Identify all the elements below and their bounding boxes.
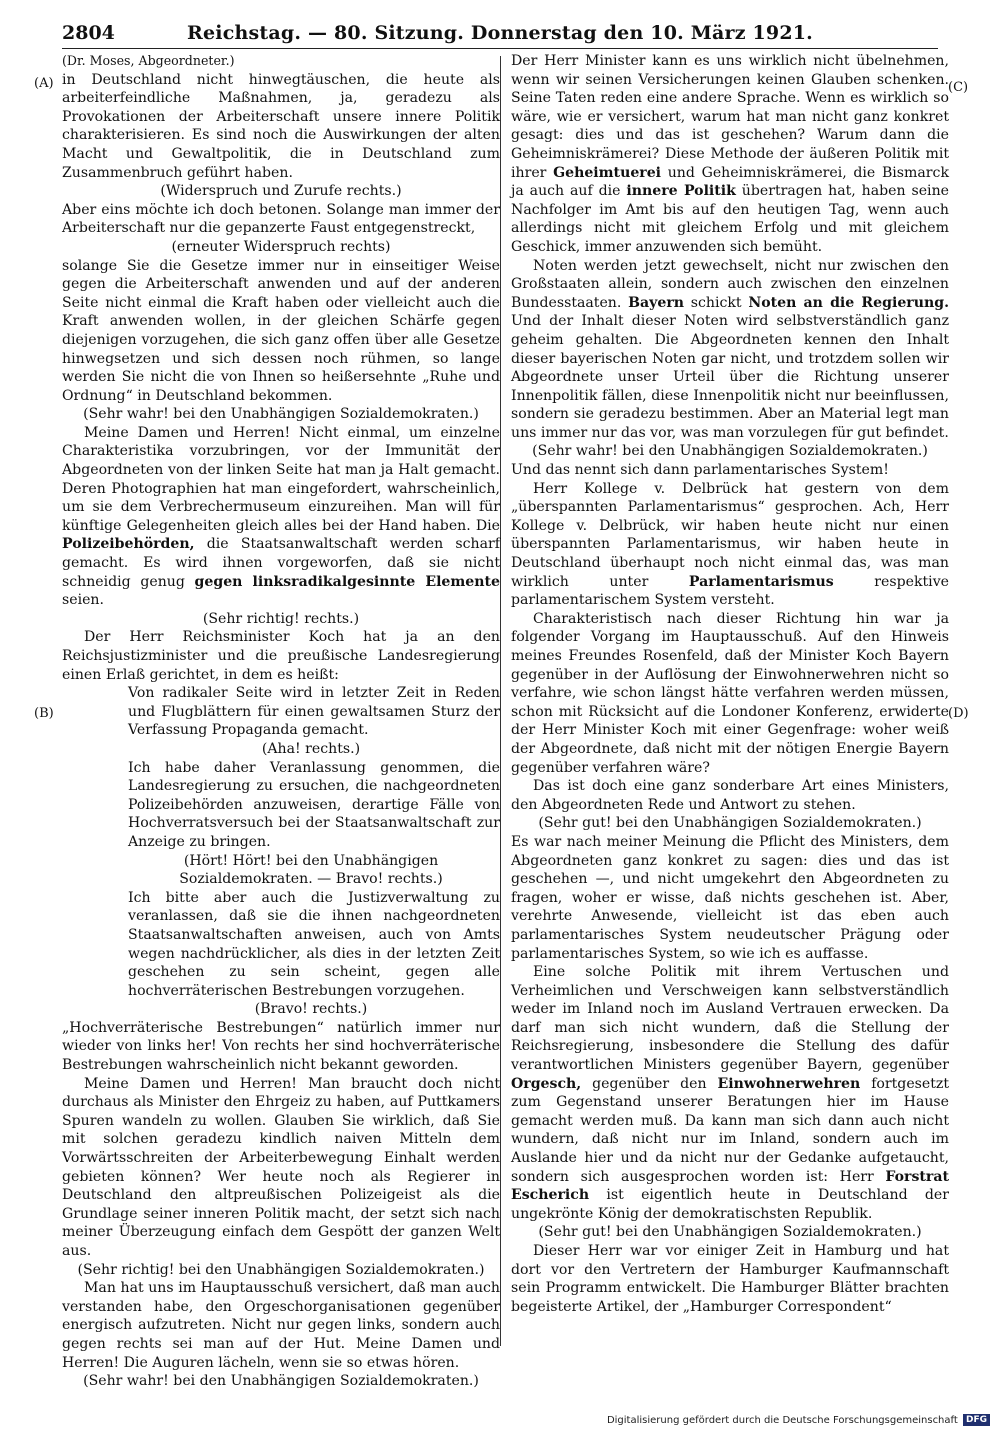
left-column (62, 52, 500, 1390)
margin-marker-a: (A) (34, 76, 54, 91)
paragraph: Der Herr Minister kann es uns wirklich nicht übelnehmen, wenn wir seinen Versicherungen keinen Glauben schenken. Seine Taten reden eine andere Sprache. Wenn es wirklich so wäre, wie er versichert, warum hat man nicht ganz konkret gesagt: dies und das ist geschehen? Warum dann die Geheimniskrämerei? Diese Methode der äußeren Politik mit ihrer Geheimtuerei und Geheimniskrämerei, die Bismarck ja auch auf die innere Politik übertragen hat, haben seine Nachfolger im Amt bis auf den heutigen Tag, wenn auch allerdings nicht mit gleichem Erfolg und mit gleichem Geschick, immer anzuwenden sich bemüht. (511, 53, 949, 255)
paragraph: Der Herr Reichsminister Koch hat ja an den Reichsjustizminister und die preußische Landesregierung einen Erlaß gerichtet, in dem es heißt: (62, 629, 500, 683)
paragraph: Es war nach meiner Meinung die Pflicht des Ministers, dem Abgeordneten ganz konkret zu sagen: dies und das ist geschehen —, und nicht umgekehrt den Abgeordneten zu fragen, woher er wisse, daß nichts geschehen ist. Aber, verehrte Anwesende, vielleicht ist das eben auch parlamentarisches System neudeutscher Prägung oder parlamentarisches System, so wie ich es auffasse. (511, 833, 949, 962)
paragraph: in Deutschland nicht hinwegtäuschen, die heute als arbeiterfeindliche Maßnahmen, ja, geradezu als Provokationen der Arbeiterschaft unsere innere Politik charakterisieren. Es sind noch die Auswirkungen der alten Macht und Gewaltpolitik, die in Deutschland zum Zusammenbruch geführt haben. (62, 71, 500, 181)
paragraph: Das ist doch eine ganz sonderbare Art eines Ministers, den Abgeordneten Rede und Antwort zu stehen. (511, 778, 949, 813)
paragraph: Man hat uns im Hauptausschuß versichert, daß man auch verstanden habe, den Orgeschorganisationen gegenüber energisch aufzutreten. Nicht nur gegen links, sondern auch gegen rechts sei man auf der Hut. Meine Damen und Herren! Die Auguren lächeln, wenn sie so etwas hören. (62, 1280, 500, 1371)
paragraph: solange Sie die Gesetze immer nur in einseitiger Weise gegen die Arbeiterschaft anwenden und auf der anderen Seite nicht einmal die Kraft haben oder vielleicht auch die Kraft anwenden wollen, in der gleichen Schärfe gegen diejenigen vorzugehen, die sich ganz offen über alle Gesetze hinwegsetzen und sich dessen noch rühmen, so lange werden Sie nicht die von Ihnen so heißersehnte „Ruhe und Ordnung“ in Deutschland bekommen. (62, 257, 500, 404)
page-number: 2804 (62, 22, 115, 44)
emphasis: Geheimtuerei (553, 164, 662, 181)
margin-marker-b: (B) (34, 706, 54, 721)
interjection: (Sehr wahr! bei den Unabhängigen Sozialdemokraten.) (83, 1373, 479, 1390)
emphasis: Einwohnerwehren (717, 1075, 861, 1092)
margin-marker-c: (C) (948, 80, 969, 95)
interjection: (Aha! rechts.) (261, 740, 361, 757)
interjection: (Bravo! rechts.) (254, 1001, 368, 1018)
emphasis: Parlamentarismus (688, 573, 834, 590)
interjection: (Sehr wahr! bei den Unabhängigen Sozialdemokraten.) (83, 406, 479, 423)
dfg-logo: DFG (963, 1414, 990, 1426)
paragraph: Herr Kollege v. Delbrück hat gestern von dem „überspannten Parlamentarismus“ gesprochen. Ach, Herr Kollege v. Delbrück, wir haben heute nicht nur einen überspannten Parlamentarismus, wir haben heute in Deutschland überhaupt noch nicht einmal das, was man wirklich unter Parlamentarismus respektive parlamentarischem System versteht. (511, 480, 949, 609)
paragraph: Dieser Herr war vor einiger Zeit in Hamburg und hat dort vor den Vertretern der Hamburger Kaufmannschaft sein Programm entwickelt. Die Hamburger Blätter brachten begeisterte Artikel, der „Hamburger Correspondent“ (511, 1243, 949, 1315)
emphasis: Polizeibehörden, (62, 536, 195, 553)
right-column (511, 52, 949, 1350)
paragraph: Charakteristisch nach dieser Richtung hin war ja folgender Vorgang im Hauptausschuß. Auf den Hinweis meines Freundes Rosenfeld, daß der Minister Koch Bayern gegenüber in der Auflösung der Einwohnerwehren nicht so verfahre, wie schon längst hätte verfahren werden müssen, schon mit Rücksicht auf die Londoner Konferenz, erwiderte der Herr Minister Koch mit einer Gegenfrage: woher weiß der Abgeordnete, daß nicht mit der nötigen Energie Bayern gegenüber verfahren wäre? (511, 610, 949, 776)
emphasis: gegen linksradikalgesinnte Elemente (194, 573, 500, 590)
running-header (62, 22, 938, 49)
interjection: (Sehr gut! bei den Unabhängigen Sozialdemokraten.) (538, 1224, 922, 1241)
paragraph: Aber eins möchte ich doch betonen. Solange man immer der Arbeiterschaft nur die gepanzerte Faust entgegenstreckt, (62, 201, 500, 237)
block-quote: Ich bitte aber auch die Justizverwaltung zu veranlassen, daß sie die ihnen nachgeordneten Staatsanwaltschaften anweisen, auch von Amts wegen nachdrücklicher, als dies in der letzten Zeit geschehen zu sein scheint, gegen alle hochverräterischen Bestrebungen vorzugehen. (128, 889, 500, 999)
emphasis: Orgesch, (511, 1075, 582, 1092)
page-title: Reichstag. — 80. Sitzung. Donnerstag den 10. März 1921. (187, 22, 813, 44)
emphasis: Forstrat Escherich (511, 1168, 949, 1204)
paragraph: Und das nennt sich dann parlamentarisches System! (511, 462, 889, 479)
paragraph: Eine solche Politik mit ihrem Vertuschen und Verheimlichen und Verschweigen kann selbstverständlich weder im Inland noch im Ausland Vertrauen erwecken. Da darf man sich nicht wundern, daß die Stellung der Reichsregierung, insbesondere die Stellung des dafür verantwortlichen Ministers gegenüber Bayern, gegenüber Orgesch, gegenüber den Einwohnerwehren fortgesetzt zum Gegenstand unserer Beratungen hier im Hause gemacht werden muß. Da kann man sich dann auch nicht wundern, daß nicht nur im Inland, sondern auch im Auslande hier und da nicht nur der Gedanke aufgetaucht, sondern sich ausgesprochen worden ist: Herr Forstrat Escherich ist eigentlich heute in Deutschland der ungekrönte König der demokratischsten Republik. (511, 964, 949, 1222)
emphasis: Bayern (628, 294, 684, 311)
interjection: (Widerspruch und Zurufe rechts.) (160, 183, 402, 200)
footer-text: Digitalisierung gefördert durch die Deutsche Forschungsgemeinschaft (606, 1415, 958, 1426)
speaker-label: (Dr. Moses, Abgeordneter.) (62, 53, 235, 68)
interjection: (Sehr gut! bei den Unabhängigen Sozialdemokraten.) (538, 815, 922, 832)
paragraph: Meine Damen und Herren! Nicht einmal, um einzelne Charakteristika vorzubringen, vor der Immunität der Abgeordneten von der linken Seite hat man ja Halt gemacht. Deren Photographien hat man eingefordert, wahrscheinlich, um sie dem Verbrechermuseum einzureihen. Man will für künftige Gelegenheiten gleich alles bei der Hand haben. Die Polizeibehörden, die Staatsanwaltschaft werden scharf gemacht. Es wird ihnen vorgeworfen, daß sie nicht schneidig genug gegen linksradikalgesinnte Elemente seien. (62, 424, 500, 609)
paragraph: „Hochverräterische Bestrebungen“ natürlich immer nur wieder von links her! Von rechts her sind hochverräterische Bestrebungen wahrscheinlich nicht bekannt geworden. (62, 1019, 500, 1074)
footer-credit (607, 1414, 990, 1426)
block-quote: Von radikaler Seite wird in letzter Zeit in Reden und Flugblättern für einen gewaltsamen Sturz der Verfassung Propaganda gemacht. (128, 685, 500, 739)
paragraph: Noten werden jetzt gewechselt, nicht nur zwischen den Großstaaten allein, sondern auch zwischen den einzelnen Bundesstaaten. Bayern schickt Noten an die Regierung. Und der Inhalt dieser Noten wird selbstverständlich ganz geheim gehalten. Die Abgeordneten kennen den Inhalt dieser bayerischen Noten gar nicht, und trotzdem sollen wir Abgeordnete unser Urteil über die Richtung unserer Innenpolitik fällen, diese Innenpolitik nicht nur beeinflussen, sondern sie geradezu bestimmen. Aber an Material legt man uns immer nur das vor, was man vorzulegen für gut befindet. (511, 257, 949, 441)
interjection: (Hört! Hört! bei den Unabhängigen Sozialdemokraten. — Bravo! rechts.) (179, 852, 443, 888)
emphasis: Noten an die Regierung. (748, 294, 949, 311)
interjection: (Sehr richtig! rechts.) (202, 610, 360, 627)
margin-marker-d: (D) (948, 706, 969, 721)
paragraph: Meine Damen und Herren! Man braucht doch nicht durchaus als Minister den Ehrgeiz zu haben, auf Puttkamers Spuren wandeln zu wollen. Glauben Sie wirklich, daß Sie mit solchen geradezu kindlich naiven Mitteln dem Vorwärtsschreiten der Arbeiterbewegung Einhalt werden gebieten können? Wer heute noch als Regierer in Deutschland den altpreußischen Polizeigeist als die Grundlage seiner inneren Politik macht, der setzt sich nach meiner Überzeugung einfach dem Gespött der ganzen Welt aus. (62, 1075, 500, 1259)
emphasis: innere Politik (626, 183, 736, 200)
block-quote: Ich habe daher Veranlassung genommen, die Landesregierung zu ersuchen, die nachgeordneten Polizeibehörden anzuweisen, derartige Fälle von Hochverratsversuch bei der Staatsanwaltschaft zur Anzeige zu bringen. (128, 759, 500, 850)
column-divider (500, 56, 501, 1346)
interjection: (Sehr richtig! bei den Unabhängigen Sozialdemokraten.) (77, 1261, 485, 1278)
interjection: (Sehr wahr! bei den Unabhängigen Sozialdemokraten.) (532, 443, 928, 460)
interjection: (erneuter Widerspruch rechts) (171, 238, 391, 255)
